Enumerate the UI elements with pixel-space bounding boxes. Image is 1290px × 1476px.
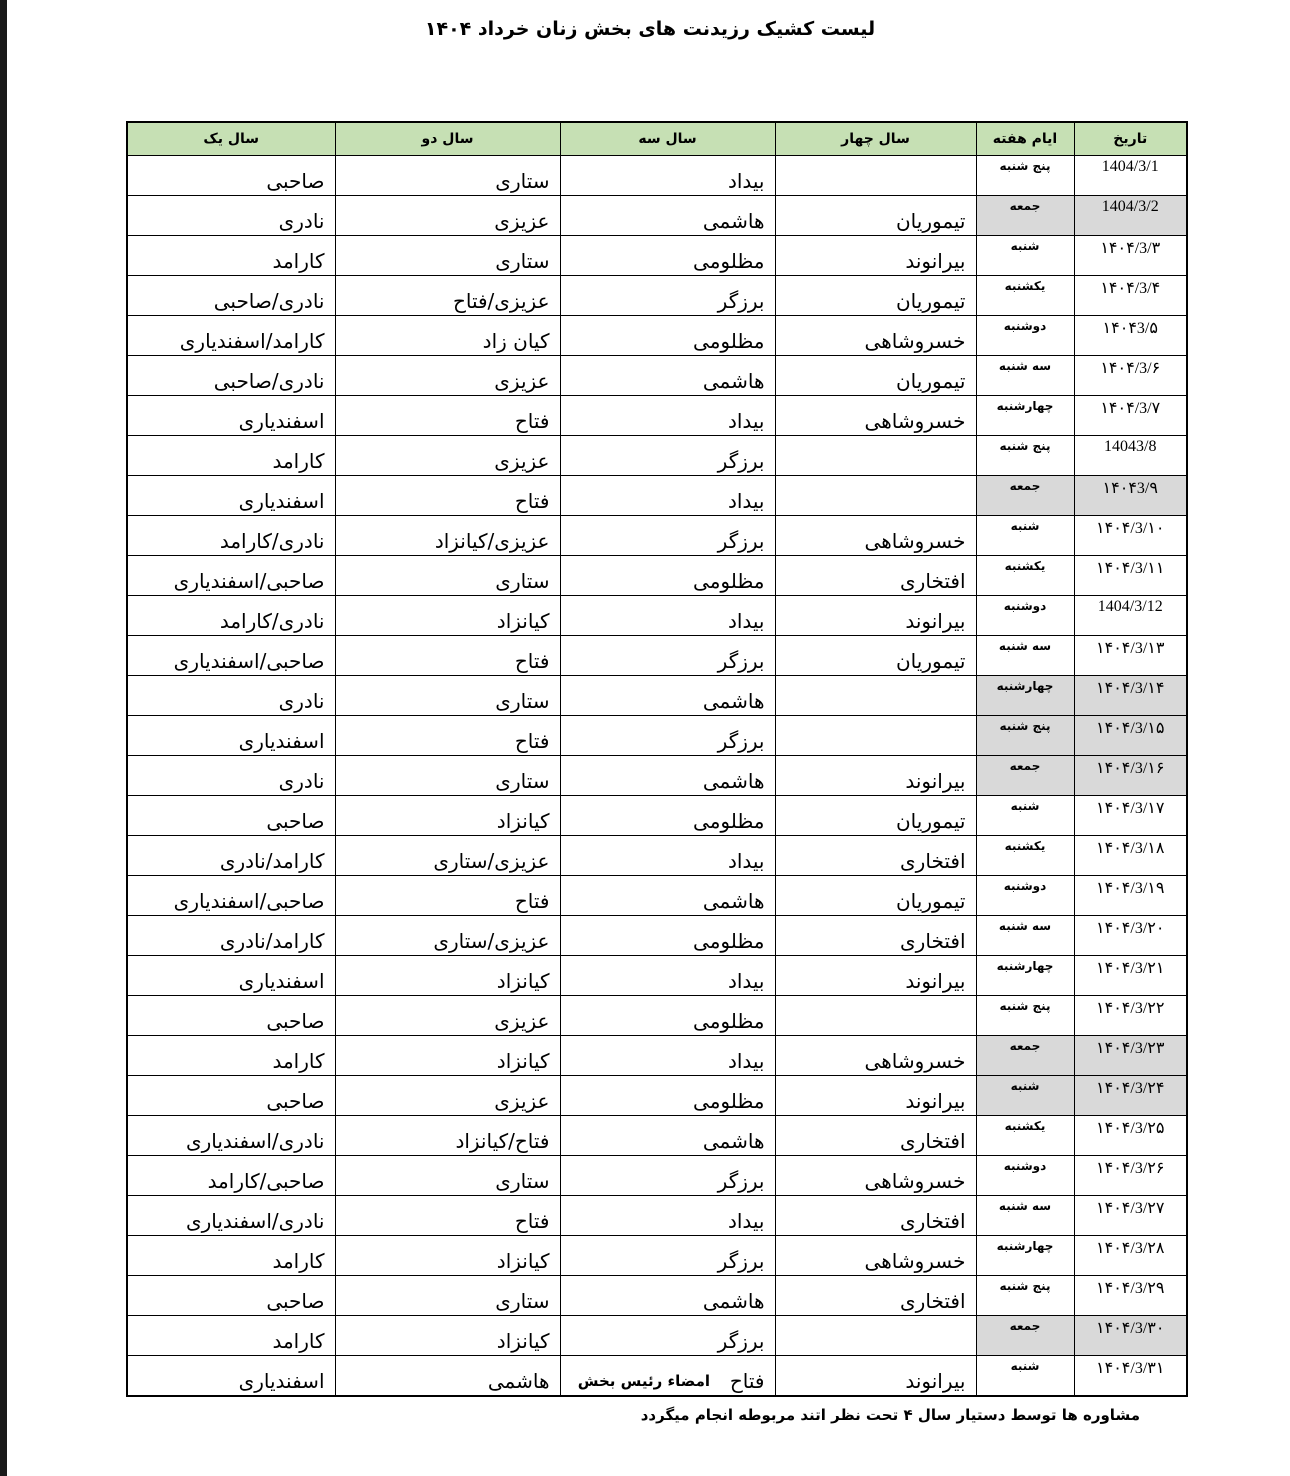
header-year-three: سال سه [560,122,775,156]
cell-year-one: صاحبی/اسفندیاری [127,876,335,916]
cell-date: ۱۴۰۴/3/۱۳ [1074,636,1187,676]
cell-year-three: بیداد [560,596,775,636]
cell-date: ۱۴۰۴/3/۱۰ [1074,516,1187,556]
cell-date: ۱۴۰۴/3/۳۱ [1074,1356,1187,1397]
cell-year-one: اسفندیاری [127,716,335,756]
cell-date: ۱۴۰۴/3/۲۲ [1074,996,1187,1036]
cell-year-two: عزیزی [335,196,560,236]
cell-year-two: فتاح [335,1196,560,1236]
cell-year-one: اسفندیاری [127,956,335,996]
cell-year-two: عزیزی [335,1076,560,1116]
cell-day: جمعه [976,476,1074,516]
cell-year-four: بیرانوند [775,236,976,276]
cell-day: دوشنبه [976,316,1074,356]
cell-date: 1404/3/1 [1074,156,1187,196]
cell-year-one: کارامد/اسفندیاری [127,316,335,356]
cell-year-two: عزیزی/کیانزاد [335,516,560,556]
cell-year-two: فتاح [335,476,560,516]
header-day: ایام هفته [976,122,1074,156]
cell-year-one: صاحبی [127,156,335,196]
cell-year-three: برزگر [560,716,775,756]
cell-year-three: برزگر [560,1156,775,1196]
cell-year-four: تیموریان [775,356,976,396]
cell-date: ۱۴۰۴/3/۲۸ [1074,1236,1187,1276]
cell-year-four: افتخاری [775,916,976,956]
table-row [127,1236,1187,1276]
cell-date: ۱۴۰۴/3/۶ [1074,356,1187,396]
cell-date: ۱۴۰۴/3/۲۷ [1074,1196,1187,1236]
consultation-note: مشاوره ها توسط دستیار سال ۴ تحت نظر اتند مربوطه انجام میگردد [640,1406,1140,1424]
cell-year-two: کیانزاد [335,596,560,636]
cell-year-two: ستاری [335,556,560,596]
cell-date: 1404/3/12 [1074,596,1187,636]
cell-year-three: هاشمی [560,756,775,796]
cell-year-four: خسروشاهی [775,1156,976,1196]
cell-year-two: کیانزاد [335,1036,560,1076]
page-title: لیست کشیک رزیدنت های بخش زنان خرداد ۱۴۰۴ [424,18,876,40]
cell-day: پنج شنبه [976,996,1074,1036]
cell-year-two: کیانزاد [335,1316,560,1356]
cell-year-two: ستاری [335,756,560,796]
cell-day: یکشنبه [976,836,1074,876]
cell-day: پنج شنبه [976,716,1074,756]
table-row [127,836,1187,876]
cell-year-one: اسفندیاری [127,1356,335,1397]
cell-day: یکشنبه [976,1116,1074,1156]
cell-year-four: بیرانوند [775,956,976,996]
cell-year-two: ستاری [335,156,560,196]
cell-year-three: بیداد [560,956,775,996]
cell-year-one: اسفندیاری [127,396,335,436]
table-row [127,1316,1187,1356]
table-row [127,796,1187,836]
cell-year-three: هاشمی [560,876,775,916]
cell-year-two: ستاری [335,1276,560,1316]
cell-year-four [775,476,976,516]
cell-year-four: تیموریان [775,196,976,236]
table-row [127,876,1187,916]
cell-year-one: کارامد [127,1036,335,1076]
cell-date: ۱۴۰۴3/۵ [1074,316,1187,356]
table-row [127,596,1187,636]
cell-year-four: بیرانوند [775,1076,976,1116]
cell-year-one: کارامد/نادری [127,916,335,956]
table-header-row [127,122,1187,156]
cell-year-two: ستاری [335,236,560,276]
cell-year-four [775,676,976,716]
cell-day: پنج شنبه [976,156,1074,196]
header-year-two: سال دو [335,122,560,156]
table-body [127,156,1187,1397]
cell-year-three: هاشمی [560,1116,775,1156]
cell-year-one: صاحبی [127,996,335,1036]
cell-year-four: تیموریان [775,796,976,836]
cell-year-two: فتاح/کیانزاد [335,1116,560,1156]
cell-year-one: کارامد [127,1316,335,1356]
cell-year-two: ستاری [335,676,560,716]
cell-date: ۱۴۰۴/3/۱۷ [1074,796,1187,836]
cell-year-four: تیموریان [775,636,976,676]
cell-day: شنبه [976,1356,1074,1397]
cell-year-one: نادری/صاحبی [127,356,335,396]
cell-year-three: بیداد [560,476,775,516]
cell-year-three: برزگر [560,276,775,316]
cell-year-three: بیداد [560,156,775,196]
table-row [127,396,1187,436]
cell-year-two: کیانزاد [335,796,560,836]
cell-day: جمعه [976,756,1074,796]
table-row [127,156,1187,196]
table-row [127,1076,1187,1116]
cell-date: ۱۴۰۴/3/۱۶ [1074,756,1187,796]
cell-year-three: بیداد [560,396,775,436]
cell-date: ۱۴۰۴/3/۱۹ [1074,876,1187,916]
cell-day: شنبه [976,236,1074,276]
cell-year-three: برزگر [560,436,775,476]
table-row [127,636,1187,676]
cell-day: جمعه [976,1316,1074,1356]
cell-day: چهارشنبه [976,956,1074,996]
cell-year-two: عزیزی [335,356,560,396]
cell-year-three: بیداد [560,1036,775,1076]
cell-day: پنج شنبه [976,436,1074,476]
cell-year-four [775,436,976,476]
table-row [127,676,1187,716]
cell-year-one: نادری/کارامد [127,596,335,636]
cell-day: یکشنبه [976,276,1074,316]
header-year-one: سال یک [127,122,335,156]
cell-year-four: خسروشاهی [775,396,976,436]
cell-day: جمعه [976,1036,1074,1076]
table-row [127,756,1187,796]
cell-year-four [775,156,976,196]
table-row [127,1036,1187,1076]
table-row [127,196,1187,236]
cell-year-two: عزیزی [335,436,560,476]
cell-year-three: بیداد [560,836,775,876]
cell-year-four: خسروشاهی [775,1036,976,1076]
cell-year-two: کیان زاد [335,316,560,356]
cell-year-four: بیرانوند [775,1356,976,1397]
cell-year-four: بیرانوند [775,596,976,636]
cell-year-three: هاشمی [560,196,775,236]
cell-year-one: صاحبی/کارامد [127,1156,335,1196]
cell-year-three: مظلومی [560,1076,775,1116]
cell-year-three: برزگر [560,516,775,556]
cell-year-one: کارامد [127,236,335,276]
cell-day: یکشنبه [976,556,1074,596]
cell-year-three: برزگر [560,1316,775,1356]
on-call-schedule-table [126,121,1188,1397]
cell-year-four: افتخاری [775,836,976,876]
cell-day: پنج شنبه [976,1276,1074,1316]
cell-year-four: افتخاری [775,1116,976,1156]
cell-year-four: خسروشاهی [775,316,976,356]
cell-date: ۱۴۰۴/3/۲۳ [1074,1036,1187,1076]
table-row [127,1276,1187,1316]
cell-year-one: اسفندیاری [127,476,335,516]
table-row [127,236,1187,276]
cell-year-one: صاحبی [127,1076,335,1116]
cell-year-three: هاشمی [560,1276,775,1316]
cell-year-two: عزیزی [335,996,560,1036]
cell-year-four: تیموریان [775,876,976,916]
cell-day: سه شنبه [976,1196,1074,1236]
cell-year-two: فتاح [335,876,560,916]
cell-date: ۱۴۰۴/3/۴ [1074,276,1187,316]
cell-date: ۱۴۰۴3/۹ [1074,476,1187,516]
cell-day: چهارشنبه [976,396,1074,436]
cell-date: ۱۴۰۴/3/۳ [1074,236,1187,276]
cell-year-three: برزگر [560,1236,775,1276]
table-row [127,916,1187,956]
cell-date: ۱۴۰۴/3/۲۹ [1074,1276,1187,1316]
table-row [127,276,1187,316]
cell-year-one: صاحبی [127,1276,335,1316]
cell-day: چهارشنبه [976,676,1074,716]
cell-year-four: بیرانوند [775,756,976,796]
cell-day: دوشنبه [976,596,1074,636]
cell-year-two: فتاح [335,636,560,676]
cell-year-two: هاشمی [335,1356,560,1397]
table-row [127,1196,1187,1236]
cell-date: ۱۴۰۴/3/۱۴ [1074,676,1187,716]
cell-day: سه شنبه [976,356,1074,396]
table-row [127,316,1187,356]
cell-day: جمعه [976,196,1074,236]
cell-year-one: کارامد/نادری [127,836,335,876]
cell-day: دوشنبه [976,876,1074,916]
cell-date: ۱۴۰۴/3/۲۱ [1074,956,1187,996]
table-row [127,996,1187,1036]
cell-year-three: مظلومی [560,996,775,1036]
table-row [127,516,1187,556]
cell-day: چهارشنبه [976,1236,1074,1276]
cell-year-four: افتخاری [775,1276,976,1316]
cell-day: شنبه [976,1076,1074,1116]
cell-year-three: مظلومی [560,556,775,596]
cell-year-one: نادری [127,676,335,716]
cell-date: ۱۴۰۴/3/۲۴ [1074,1076,1187,1116]
cell-day: شنبه [976,796,1074,836]
cell-year-four: افتخاری [775,556,976,596]
cell-date: 1404/3/2 [1074,196,1187,236]
cell-date: ۱۴۰۴/3/۱۵ [1074,716,1187,756]
cell-year-one: صاحبی [127,796,335,836]
cell-year-three: هاشمی [560,676,775,716]
cell-year-four: خسروشاهی [775,516,976,556]
cell-year-one: نادری/کارامد [127,516,335,556]
cell-year-three: مظلومی [560,796,775,836]
cell-year-four: خسروشاهی [775,1236,976,1276]
table-row [127,1156,1187,1196]
cell-year-one: نادری/صاحبی [127,276,335,316]
table-row [127,476,1187,516]
cell-date: ۱۴۰۴/3/۲۰ [1074,916,1187,956]
page-edge-strip [0,0,7,1476]
table-row [127,356,1187,396]
cell-date: ۱۴۰۴/3/۲۶ [1074,1156,1187,1196]
table-row [127,1116,1187,1156]
cell-day: شنبه [976,516,1074,556]
cell-date: ۱۴۰۴/3/۱۸ [1074,836,1187,876]
cell-year-one: صاحبی/اسفندیاری [127,556,335,596]
table-row [127,436,1187,476]
cell-date: ۱۴۰۴/3/۲۵ [1074,1116,1187,1156]
cell-year-two: عزیزی/ستاری [335,916,560,956]
cell-year-three: مظلومی [560,916,775,956]
cell-year-one: نادری/اسفندیاری [127,1116,335,1156]
cell-year-one: کارامد [127,436,335,476]
cell-date: ۱۴۰۴/3/۷ [1074,396,1187,436]
cell-year-three: هاشمی [560,356,775,396]
cell-year-one: نادری/اسفندیاری [127,1196,335,1236]
cell-year-two: عزیزی/ستاری [335,836,560,876]
cell-year-four: افتخاری [775,1196,976,1236]
cell-year-three: مظلومی [560,236,775,276]
cell-year-one: نادری [127,756,335,796]
cell-year-three: مظلومی [560,316,775,356]
table-row [127,716,1187,756]
cell-year-two: ستاری [335,1156,560,1196]
cell-year-one: کارامد [127,1236,335,1276]
cell-year-two: کیانزاد [335,1236,560,1276]
cell-year-one: نادری [127,196,335,236]
cell-day: سه شنبه [976,636,1074,676]
cell-year-two: کیانزاد [335,956,560,996]
table-row [127,956,1187,996]
cell-year-three: برزگر [560,636,775,676]
cell-date: ۱۴۰۴/3/۳۰ [1074,1316,1187,1356]
cell-year-four: تیموریان [775,276,976,316]
cell-year-two: فتاح [335,716,560,756]
header-date: تاریخ [1074,122,1187,156]
signature-label: امضاء رئیس بخش [577,1372,710,1390]
cell-year-one: صاحبی/اسفندیاری [127,636,335,676]
cell-day: سه شنبه [976,916,1074,956]
header-year-four: سال چهار [775,122,976,156]
cell-year-four [775,1316,976,1356]
cell-year-four [775,716,976,756]
cell-date: 14043/8 [1074,436,1187,476]
cell-date: ۱۴۰۴/3/۱۱ [1074,556,1187,596]
cell-year-three: بیداد [560,1196,775,1236]
cell-year-two: عزیزی/فتاح [335,276,560,316]
table-row [127,556,1187,596]
cell-year-four [775,996,976,1036]
cell-year-three: فتاح [560,1356,775,1397]
cell-day: دوشنبه [976,1156,1074,1196]
cell-year-two: فتاح [335,396,560,436]
